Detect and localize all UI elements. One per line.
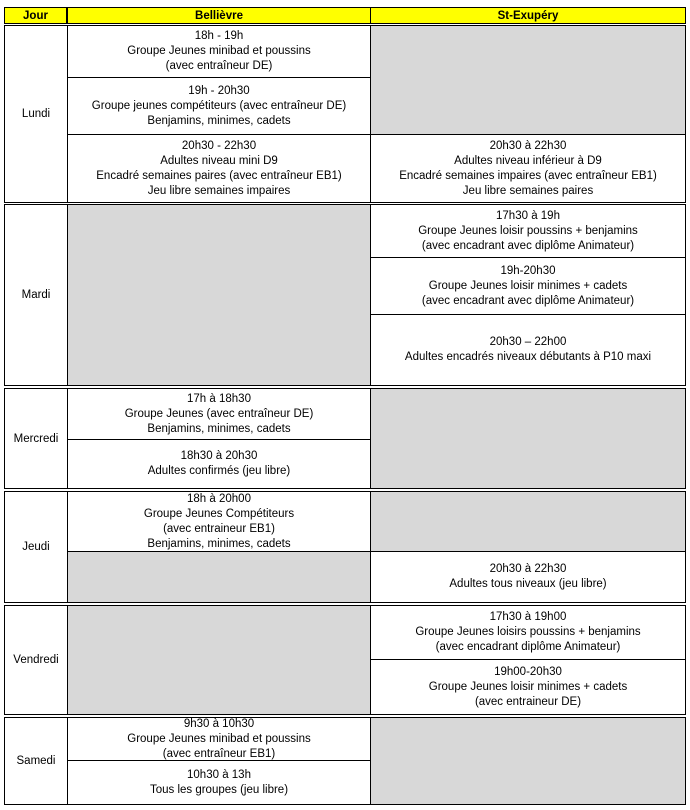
- slot-lundi-st-exupery-3: 20h30 à 22h30 Adultes niveau inférieur à D9 Encadré semaines impaires (avec entraîneur EB1) Jeu libre semaines paires: [370, 134, 686, 203]
- slot-lundi-bellievre-2: 19h - 20h30 Groupe jeunes compétiteurs (avec entraîneur DE) Benjamins, minimes, cadets: [67, 77, 371, 135]
- day-lundi: Lundi: [4, 25, 68, 203]
- day-jeudi: Jeudi: [4, 491, 68, 603]
- empty-samedi-st-exupery: [370, 717, 686, 805]
- slot-jeudi-st-exupery-2: 20h30 à 22h30 Adultes tous niveaux (jeu libre): [370, 551, 686, 603]
- slot-vendredi-st-exupery-1: 17h30 à 19h00 Groupe Jeunes loisirs poussins + benjamins (avec encadrant diplôme Animateur): [370, 605, 686, 660]
- day-vendredi: Vendredi: [4, 605, 68, 715]
- slot-jeudi-bellievre-1: 18h à 20h00 Groupe Jeunes Compétiteurs (avec entraineur EB1) Benjamins, minimes, cadets: [67, 491, 371, 552]
- empty-jeudi-bellievre-2: [67, 551, 371, 603]
- day-mardi: Mardi: [4, 204, 68, 386]
- empty-lundi-st-exupery-1: [370, 25, 686, 135]
- slot-mercredi-bellievre-1: 17h à 18h30 Groupe Jeunes (avec entraîneur DE) Benjamins, minimes, cadets: [67, 388, 371, 440]
- header-bellievre: Bellièvre: [67, 7, 371, 24]
- slot-mercredi-bellievre-2: 18h30 à 20h30 Adultes confirmés (jeu libre): [67, 439, 371, 489]
- empty-jeudi-st-exupery-1: [370, 491, 686, 552]
- header-day: Jour: [4, 7, 67, 24]
- slot-lundi-bellievre-1: 18h - 19h Groupe Jeunes minibad et poussins (avec entraîneur DE): [67, 25, 371, 78]
- header-st-exupery: St-Exupéry: [370, 7, 686, 24]
- day-mercredi: Mercredi: [4, 388, 68, 489]
- slot-samedi-bellievre-1: 9h30 à 10h30 Groupe Jeunes minibad et poussins (avec entraîneur EB1): [67, 717, 371, 761]
- empty-mardi-bellievre: [67, 204, 371, 386]
- slot-lundi-bellievre-3: 20h30 - 22h30 Adultes niveau mini D9 Encadré semaines paires (avec entraîneur EB1) Jeu libre semaines impaires: [67, 134, 371, 203]
- slot-mardi-st-exupery-1: 17h30 à 19h Groupe Jeunes loisir poussins + benjamins (avec encadrant avec diplôme Animateur): [370, 204, 686, 258]
- empty-vendredi-bellievre: [67, 605, 371, 715]
- slot-mardi-st-exupery-2: 19h-20h30 Groupe Jeunes loisir minimes + cadets (avec encadrant avec diplôme Animateur): [370, 257, 686, 315]
- empty-mercredi-st-exupery: [370, 388, 686, 489]
- slot-samedi-bellievre-2: 10h30 à 13h Tous les groupes (jeu libre): [67, 760, 371, 805]
- slot-mardi-st-exupery-3: 20h30 – 22h00 Adultes encadrés niveaux débutants à P10 maxi: [370, 314, 686, 386]
- day-samedi: Samedi: [4, 717, 68, 805]
- slot-vendredi-st-exupery-2: 19h00-20h30 Groupe Jeunes loisir minimes + cadets (avec entraineur DE): [370, 659, 686, 715]
